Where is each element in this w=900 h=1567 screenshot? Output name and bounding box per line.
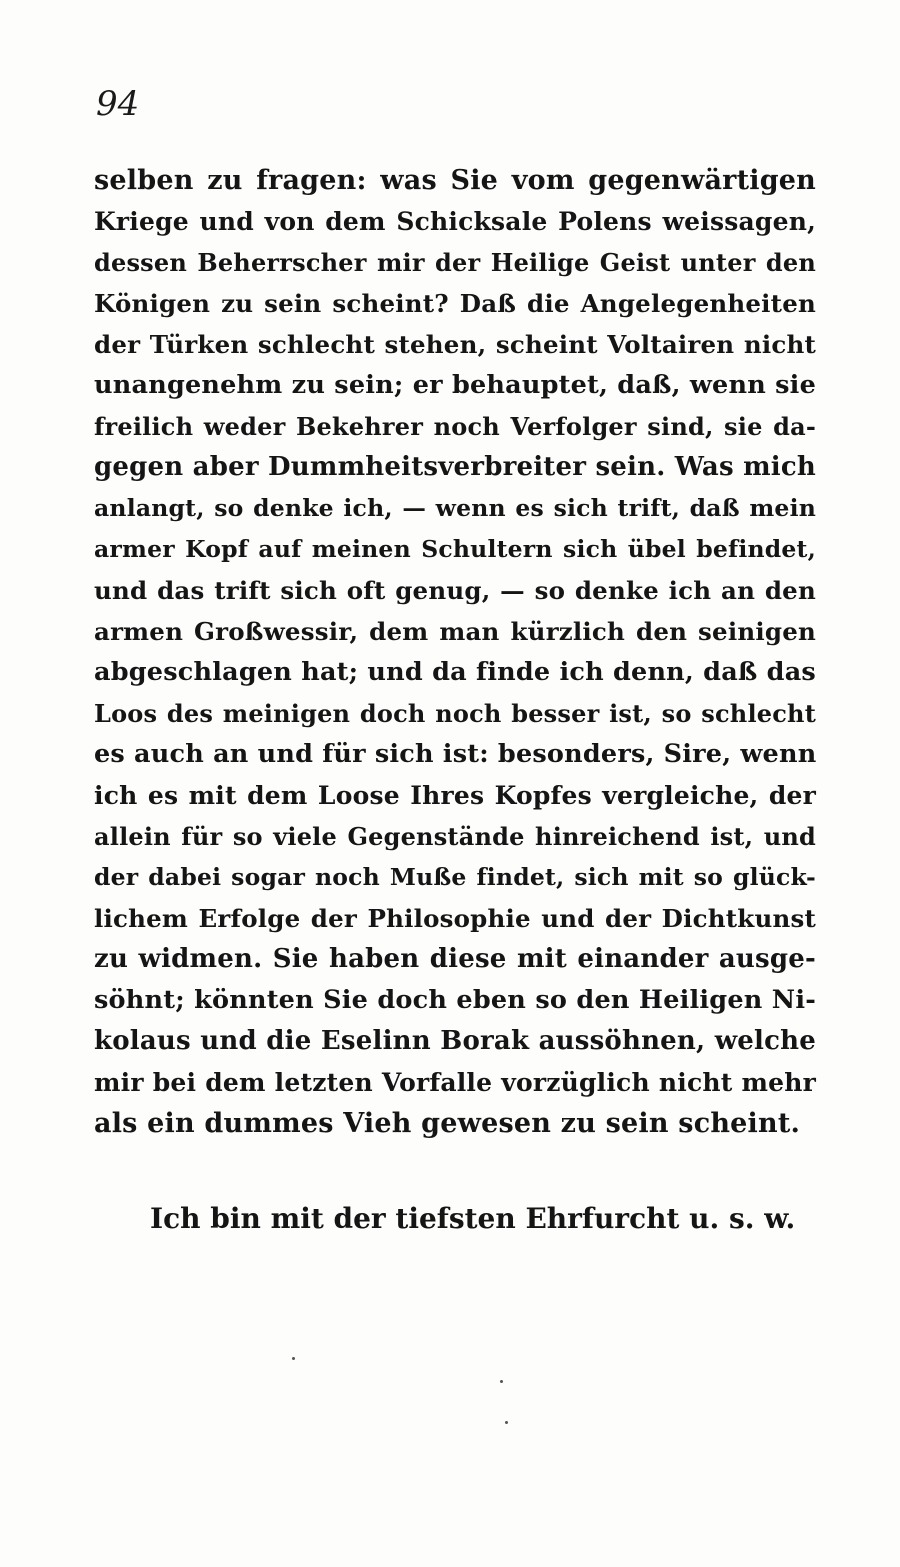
text-line: freilich weder Bekehrer noch Verfolger sind, sie da- [94, 412, 816, 441]
text-line: Kriege und von dem Schicksale Polens weissagen, [94, 207, 816, 236]
text-line: söhnt; könnten Sie doch eben so den Heiligen Ni- [94, 985, 816, 1015]
text-line: gegen aber Dummheitsverbreiter sein. Was mich [94, 452, 816, 482]
text-line: zu widmen. Sie haben diese mit einander ausge- [94, 944, 816, 974]
text-line: der Türken schlecht stehen, scheint Voltairen nicht [94, 330, 816, 359]
text-line: dessen Beherrscher mir der Heilige Geist unter den [94, 248, 816, 277]
text-line: anlangt, so denke ich, — wenn es sich trift, daß mein [94, 494, 816, 522]
text-line: armer Kopf auf meinen Schultern sich übel befindet, [94, 535, 816, 563]
text-line: abgeschlagen hat; und da finde ich denn, daß das [94, 657, 816, 687]
text-line: als ein dummes Vieh gewesen zu sein scheint. [94, 1108, 801, 1139]
body-paragraph [94, 160, 816, 1144]
text-line: unangenehm zu sein; er behauptet, daß, wenn sie [94, 370, 816, 400]
text-line: armen Großwessir, dem man kürzlich den seinigen [94, 617, 816, 646]
text-line: selben zu fragen: was Sie vom gegenwärtigen [94, 165, 816, 196]
text-line: mir bei dem letzten Vorfalle vorzüglich nicht mehr [94, 1068, 816, 1097]
text-line: es auch an und für sich ist: besonders, Sire, wenn [94, 739, 817, 769]
paper-speck [292, 1357, 295, 1360]
closing-salutation: Ich bin mit der tiefsten Ehrfurcht u. s. w. [150, 1202, 796, 1235]
text-line: Loos des meinigen doch noch besser ist, so schlecht [94, 699, 816, 728]
text-line: lichem Erfolge der Philosophie und der Dichtkunst [94, 904, 816, 933]
text-line: ich es mit dem Loose Ihres Kopfes vergleiche, der [94, 781, 816, 810]
text-line: der dabei sogar noch Muße findet, sich mit so glück- [94, 863, 816, 891]
page-number: 94 [96, 84, 140, 124]
text-line: allein für so viele Gegenstände hinreichend ist, und [94, 822, 816, 851]
text-line: kolaus und die Eselinn Borak aussöhnen, welche [94, 1026, 816, 1056]
paper-speck [505, 1421, 508, 1424]
text-line: Königen zu sein scheint? Daß die Angelegenheiten [94, 289, 816, 318]
paper-speck [500, 1380, 503, 1383]
text-line: und das trift sich oft genug, — so denke ich an den [94, 576, 816, 605]
